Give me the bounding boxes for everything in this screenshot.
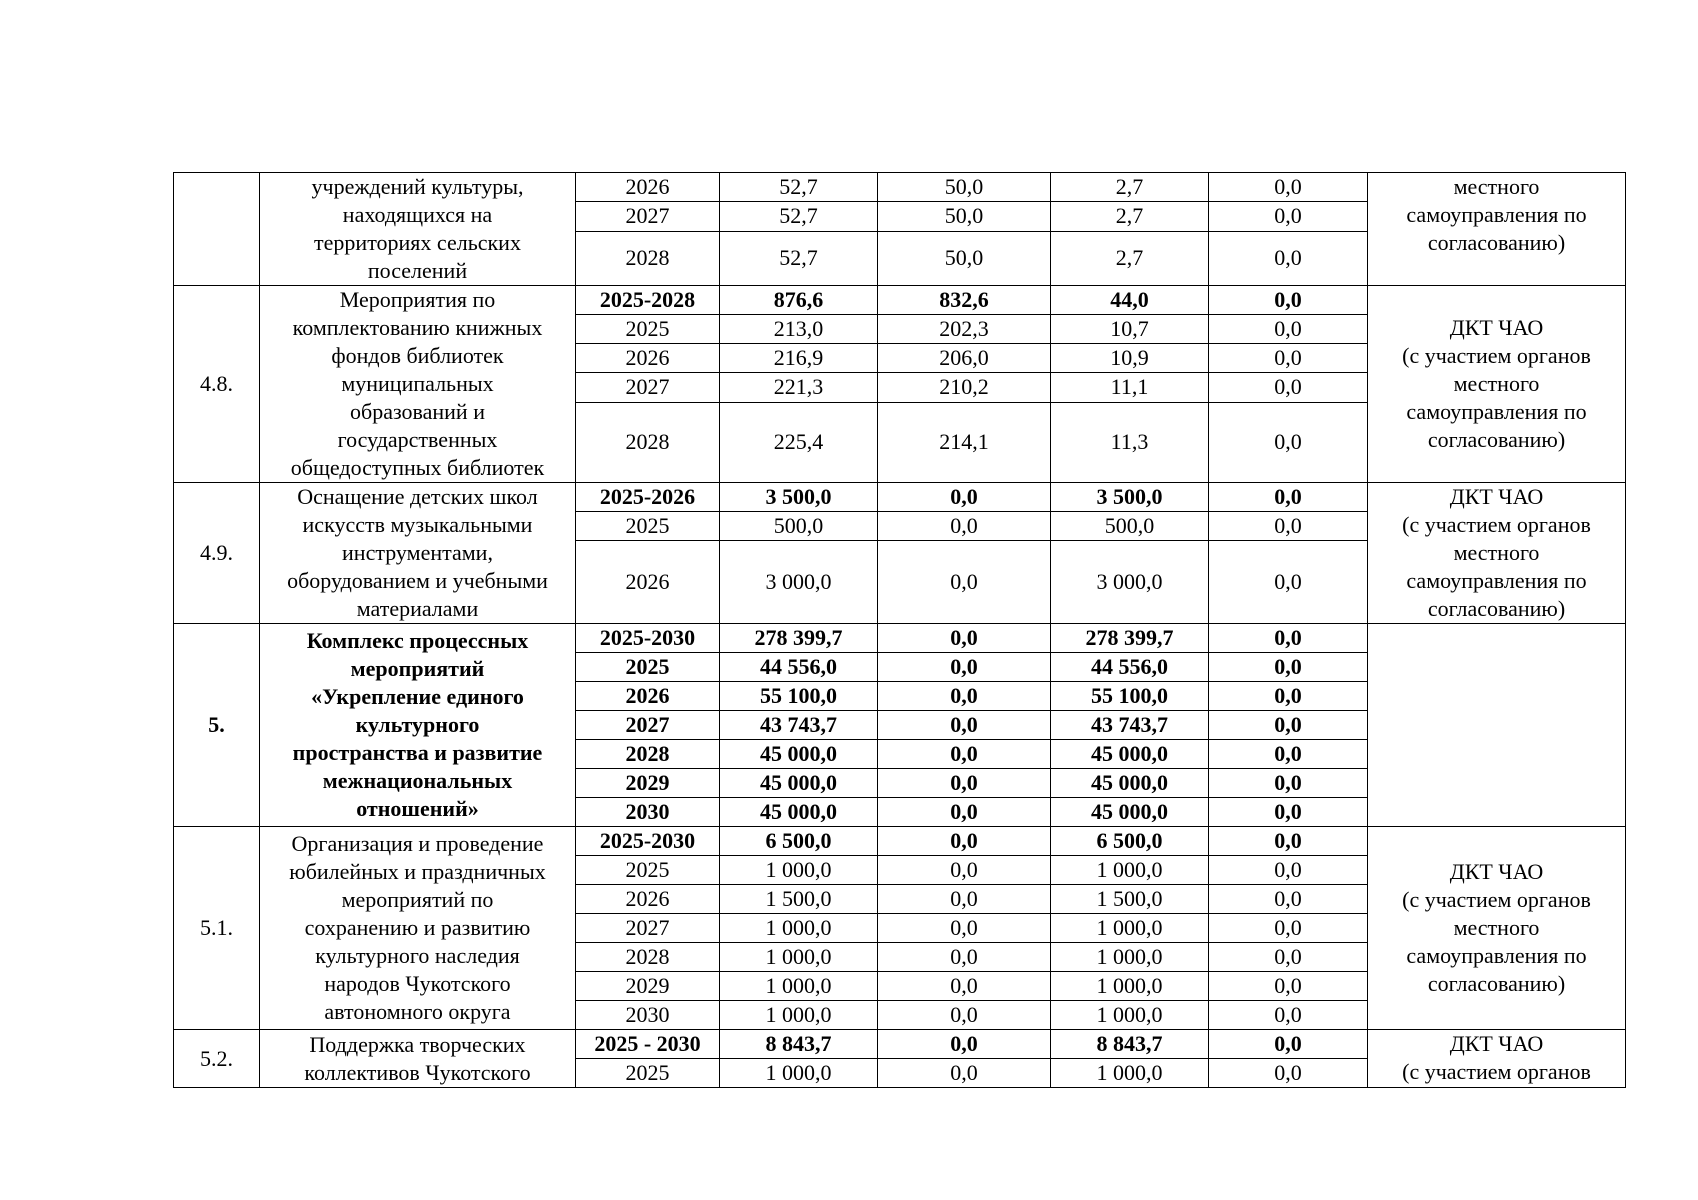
period-cell: 2026 — [576, 344, 720, 373]
total-cell: 45 000,0 — [720, 798, 878, 827]
federal-budget-cell: 0,0 — [878, 653, 1051, 682]
federal-budget-cell: 0,0 — [878, 885, 1051, 914]
total-cell: 52,7 — [720, 231, 878, 286]
district-budget-cell: 2,7 — [1051, 231, 1209, 286]
total-cell: 1 000,0 — [720, 972, 878, 1001]
district-budget-cell: 45 000,0 — [1051, 798, 1209, 827]
description-line: Комплекс процессных — [306, 628, 529, 653]
period-cell: 2028 — [576, 943, 720, 972]
local-budget-cell: 0,0 — [1209, 769, 1368, 798]
federal-budget-cell: 50,0 — [878, 202, 1051, 231]
table-row — [174, 483, 1626, 512]
description-line: отношений» — [356, 796, 479, 821]
local-budget-cell: 0,0 — [1209, 624, 1368, 653]
executor-line: (с участием органов — [1402, 887, 1591, 912]
district-budget-cell: 1 000,0 — [1051, 1059, 1209, 1088]
executor-line: ДКТ ЧАО — [1449, 315, 1544, 340]
executor-line: местного — [1453, 174, 1540, 199]
district-budget-cell: 1 000,0 — [1051, 914, 1209, 943]
executor-line: согласованию) — [1427, 230, 1566, 255]
local-budget-cell: 0,0 — [1209, 740, 1368, 769]
local-budget-cell: 0,0 — [1209, 972, 1368, 1001]
description-line: культурного — [355, 712, 480, 737]
period-cell: 2027 — [576, 373, 720, 402]
description-line: муниципальных — [341, 371, 494, 396]
federal-budget-cell: 0,0 — [878, 483, 1051, 512]
executor-cell — [1368, 483, 1626, 624]
executor-line: (с участием органов — [1402, 512, 1591, 537]
description-line: комплектованию книжных — [292, 315, 543, 340]
total-cell: 44 556,0 — [720, 653, 878, 682]
description-line: народов Чукотского — [324, 971, 511, 996]
total-cell: 55 100,0 — [720, 682, 878, 711]
total-cell: 43 743,7 — [720, 711, 878, 740]
district-budget-cell: 11,3 — [1051, 402, 1209, 482]
description-line: юбилейных и праздничных — [289, 859, 546, 884]
period-cell: 2030 — [576, 1001, 720, 1030]
executor-line: местного — [1453, 540, 1540, 565]
executor-line: ДКТ ЧАО — [1449, 484, 1544, 509]
period-cell: 2026 — [576, 885, 720, 914]
period-cell: 2025 — [576, 1059, 720, 1088]
district-budget-cell: 8 843,7 — [1051, 1030, 1209, 1059]
district-budget-cell: 45 000,0 — [1051, 769, 1209, 798]
item-number: 5.1. — [174, 827, 260, 1030]
total-cell: 1 000,0 — [720, 1059, 878, 1088]
item-description — [260, 624, 576, 827]
local-budget-cell: 0,0 — [1209, 344, 1368, 373]
budget-table — [173, 172, 1626, 1088]
district-budget-cell: 10,7 — [1051, 315, 1209, 344]
federal-budget-cell: 50,0 — [878, 173, 1051, 202]
description-line: оборудованием и учебными — [287, 568, 548, 593]
federal-budget-cell: 0,0 — [878, 682, 1051, 711]
description-line: образований и — [350, 399, 485, 424]
table-row — [174, 1030, 1626, 1059]
local-budget-cell: 0,0 — [1209, 1059, 1368, 1088]
local-budget-cell: 0,0 — [1209, 711, 1368, 740]
district-budget-cell: 55 100,0 — [1051, 682, 1209, 711]
local-budget-cell: 0,0 — [1209, 286, 1368, 315]
district-budget-cell: 500,0 — [1051, 512, 1209, 541]
description-line: мероприятий по — [341, 887, 494, 912]
local-budget-cell: 0,0 — [1209, 202, 1368, 231]
description-line: фондов библиотек — [331, 343, 504, 368]
table-row — [174, 173, 1626, 202]
district-budget-cell: 11,1 — [1051, 373, 1209, 402]
district-budget-cell: 45 000,0 — [1051, 740, 1209, 769]
district-budget-cell: 44 556,0 — [1051, 653, 1209, 682]
executor-line: (с участием органов — [1402, 1059, 1591, 1084]
executor-cell — [1368, 173, 1626, 286]
period-cell: 2028 — [576, 402, 720, 482]
period-cell: 2025-2030 — [576, 624, 720, 653]
local-budget-cell: 0,0 — [1209, 653, 1368, 682]
period-cell: 2027 — [576, 202, 720, 231]
total-cell: 1 000,0 — [720, 856, 878, 885]
executor-line: ДКТ ЧАО — [1449, 1031, 1544, 1056]
total-cell: 52,7 — [720, 173, 878, 202]
federal-budget-cell: 0,0 — [878, 711, 1051, 740]
executor-line: самоуправления по — [1406, 202, 1587, 227]
federal-budget-cell: 0,0 — [878, 740, 1051, 769]
description-line: поселений — [367, 258, 468, 283]
executor-line: согласованию) — [1427, 427, 1566, 452]
description-line: учреждений культуры, — [311, 174, 524, 199]
executor-line: (с участием органов — [1402, 343, 1591, 368]
total-cell: 45 000,0 — [720, 769, 878, 798]
table-row — [174, 624, 1626, 653]
federal-budget-cell: 0,0 — [878, 1059, 1051, 1088]
district-budget-cell: 44,0 — [1051, 286, 1209, 315]
description-line: общедоступных библиотек — [290, 455, 545, 480]
total-cell: 1 000,0 — [720, 943, 878, 972]
total-cell: 225,4 — [720, 402, 878, 482]
federal-budget-cell: 0,0 — [878, 1030, 1051, 1059]
period-cell: 2028 — [576, 231, 720, 286]
district-budget-cell: 1 500,0 — [1051, 885, 1209, 914]
federal-budget-cell: 0,0 — [878, 624, 1051, 653]
total-cell: 45 000,0 — [720, 740, 878, 769]
local-budget-cell: 0,0 — [1209, 682, 1368, 711]
executor-line: согласованию) — [1427, 596, 1566, 621]
item-description — [260, 286, 576, 483]
description-line: пространства и развитие — [292, 740, 543, 765]
federal-budget-cell: 0,0 — [878, 943, 1051, 972]
item-number: 4.8. — [174, 286, 260, 483]
federal-budget-cell: 50,0 — [878, 231, 1051, 286]
total-cell: 3 000,0 — [720, 541, 878, 624]
local-budget-cell: 0,0 — [1209, 315, 1368, 344]
total-cell: 1 000,0 — [720, 914, 878, 943]
federal-budget-cell: 210,2 — [878, 373, 1051, 402]
local-budget-cell: 0,0 — [1209, 914, 1368, 943]
local-budget-cell: 0,0 — [1209, 943, 1368, 972]
description-line: находящихся на — [342, 202, 493, 227]
district-budget-cell: 3 500,0 — [1051, 483, 1209, 512]
total-cell: 500,0 — [720, 512, 878, 541]
district-budget-cell: 1 000,0 — [1051, 972, 1209, 1001]
total-cell: 8 843,7 — [720, 1030, 878, 1059]
description-line: материалами — [356, 596, 479, 621]
executor-cell — [1368, 1030, 1626, 1088]
table-row — [174, 827, 1626, 856]
description-line: Оснащение детских школ — [297, 484, 538, 509]
executor-line: местного — [1453, 915, 1540, 940]
period-cell: 2025 — [576, 856, 720, 885]
period-cell: 2025 — [576, 315, 720, 344]
description-line: Мероприятия по — [339, 287, 496, 312]
description-line: коллективов Чукотского — [304, 1059, 531, 1085]
description-line: инструментами, — [342, 540, 493, 565]
description-line: межнациональных — [322, 768, 513, 793]
total-cell: 3 500,0 — [720, 483, 878, 512]
executor-cell — [1368, 827, 1626, 1030]
period-cell: 2026 — [576, 541, 720, 624]
item-description — [260, 827, 576, 1030]
description-line: культурного наследия — [315, 943, 520, 968]
federal-budget-cell: 0,0 — [878, 769, 1051, 798]
district-budget-cell: 43 743,7 — [1051, 711, 1209, 740]
executor-line: ДКТ ЧАО — [1449, 859, 1544, 884]
district-budget-cell: 2,7 — [1051, 202, 1209, 231]
federal-budget-cell: 0,0 — [878, 798, 1051, 827]
federal-budget-cell: 214,1 — [878, 402, 1051, 482]
local-budget-cell: 0,0 — [1209, 541, 1368, 624]
local-budget-cell: 0,0 — [1209, 402, 1368, 482]
district-budget-cell: 10,9 — [1051, 344, 1209, 373]
table-row — [174, 286, 1626, 315]
federal-budget-cell: 832,6 — [878, 286, 1051, 315]
executor-line: самоуправления по — [1406, 568, 1587, 593]
total-cell: 1 000,0 — [720, 1001, 878, 1030]
period-cell: 2029 — [576, 769, 720, 798]
local-budget-cell: 0,0 — [1209, 885, 1368, 914]
executor-cell — [1368, 624, 1626, 827]
total-cell: 278 399,7 — [720, 624, 878, 653]
description-line: автономного округа — [324, 999, 511, 1024]
description-line: мероприятий — [350, 656, 485, 681]
federal-budget-cell: 0,0 — [878, 1001, 1051, 1030]
description-line: Организация и проведение — [291, 831, 544, 856]
period-cell: 2028 — [576, 740, 720, 769]
period-cell: 2025 - 2030 — [576, 1030, 720, 1059]
executor-cell — [1368, 286, 1626, 483]
district-budget-cell: 2,7 — [1051, 173, 1209, 202]
district-budget-cell: 1 000,0 — [1051, 943, 1209, 972]
period-cell: 2029 — [576, 972, 720, 1001]
executor-line: согласованию) — [1427, 971, 1566, 996]
district-budget-cell: 6 500,0 — [1051, 827, 1209, 856]
item-description — [260, 173, 576, 286]
executor-line: самоуправления по — [1406, 943, 1587, 968]
item-number: 5. — [174, 624, 260, 827]
federal-budget-cell: 0,0 — [878, 541, 1051, 624]
local-budget-cell: 0,0 — [1209, 373, 1368, 402]
local-budget-cell: 0,0 — [1209, 483, 1368, 512]
federal-budget-cell: 202,3 — [878, 315, 1051, 344]
period-cell: 2025-2026 — [576, 483, 720, 512]
federal-budget-cell: 0,0 — [878, 972, 1051, 1001]
federal-budget-cell: 0,0 — [878, 856, 1051, 885]
local-budget-cell: 0,0 — [1209, 856, 1368, 885]
federal-budget-cell: 0,0 — [878, 827, 1051, 856]
total-cell: 221,3 — [720, 373, 878, 402]
item-description — [260, 483, 576, 624]
period-cell: 2025 — [576, 512, 720, 541]
period-cell: 2027 — [576, 711, 720, 740]
description-line: искусств музыкальными — [302, 512, 533, 537]
description-line: сохранению и развитию — [304, 915, 531, 940]
total-cell: 876,6 — [720, 286, 878, 315]
item-number: 4.9. — [174, 483, 260, 624]
period-cell: 2026 — [576, 682, 720, 711]
item-description — [260, 1030, 576, 1088]
period-cell: 2030 — [576, 798, 720, 827]
total-cell: 216,9 — [720, 344, 878, 373]
period-cell: 2025 — [576, 653, 720, 682]
description-line: государственных — [337, 427, 498, 452]
executor-line: местного — [1453, 371, 1540, 396]
federal-budget-cell: 0,0 — [878, 512, 1051, 541]
local-budget-cell: 0,0 — [1209, 798, 1368, 827]
district-budget-cell: 1 000,0 — [1051, 856, 1209, 885]
description-line: «Укрепление единого — [311, 684, 524, 709]
local-budget-cell: 0,0 — [1209, 1001, 1368, 1030]
local-budget-cell: 0,0 — [1209, 231, 1368, 286]
local-budget-cell: 0,0 — [1209, 173, 1368, 202]
total-cell: 1 500,0 — [720, 885, 878, 914]
federal-budget-cell: 0,0 — [878, 914, 1051, 943]
period-cell: 2025-2028 — [576, 286, 720, 315]
total-cell: 52,7 — [720, 202, 878, 231]
total-cell: 6 500,0 — [720, 827, 878, 856]
period-cell: 2027 — [576, 914, 720, 943]
description-line: Поддержка творческих — [309, 1031, 526, 1057]
district-budget-cell: 278 399,7 — [1051, 624, 1209, 653]
local-budget-cell: 0,0 — [1209, 512, 1368, 541]
period-cell: 2026 — [576, 173, 720, 202]
description-line: территориях сельских — [314, 230, 521, 255]
executor-line: самоуправления по — [1406, 399, 1587, 424]
local-budget-cell: 0,0 — [1209, 827, 1368, 856]
item-number: 5.2. — [174, 1030, 260, 1088]
item-number — [174, 173, 260, 286]
period-cell: 2025-2030 — [576, 827, 720, 856]
district-budget-cell: 1 000,0 — [1051, 1001, 1209, 1030]
federal-budget-cell: 206,0 — [878, 344, 1051, 373]
total-cell: 213,0 — [720, 315, 878, 344]
district-budget-cell: 3 000,0 — [1051, 541, 1209, 624]
local-budget-cell: 0,0 — [1209, 1030, 1368, 1059]
